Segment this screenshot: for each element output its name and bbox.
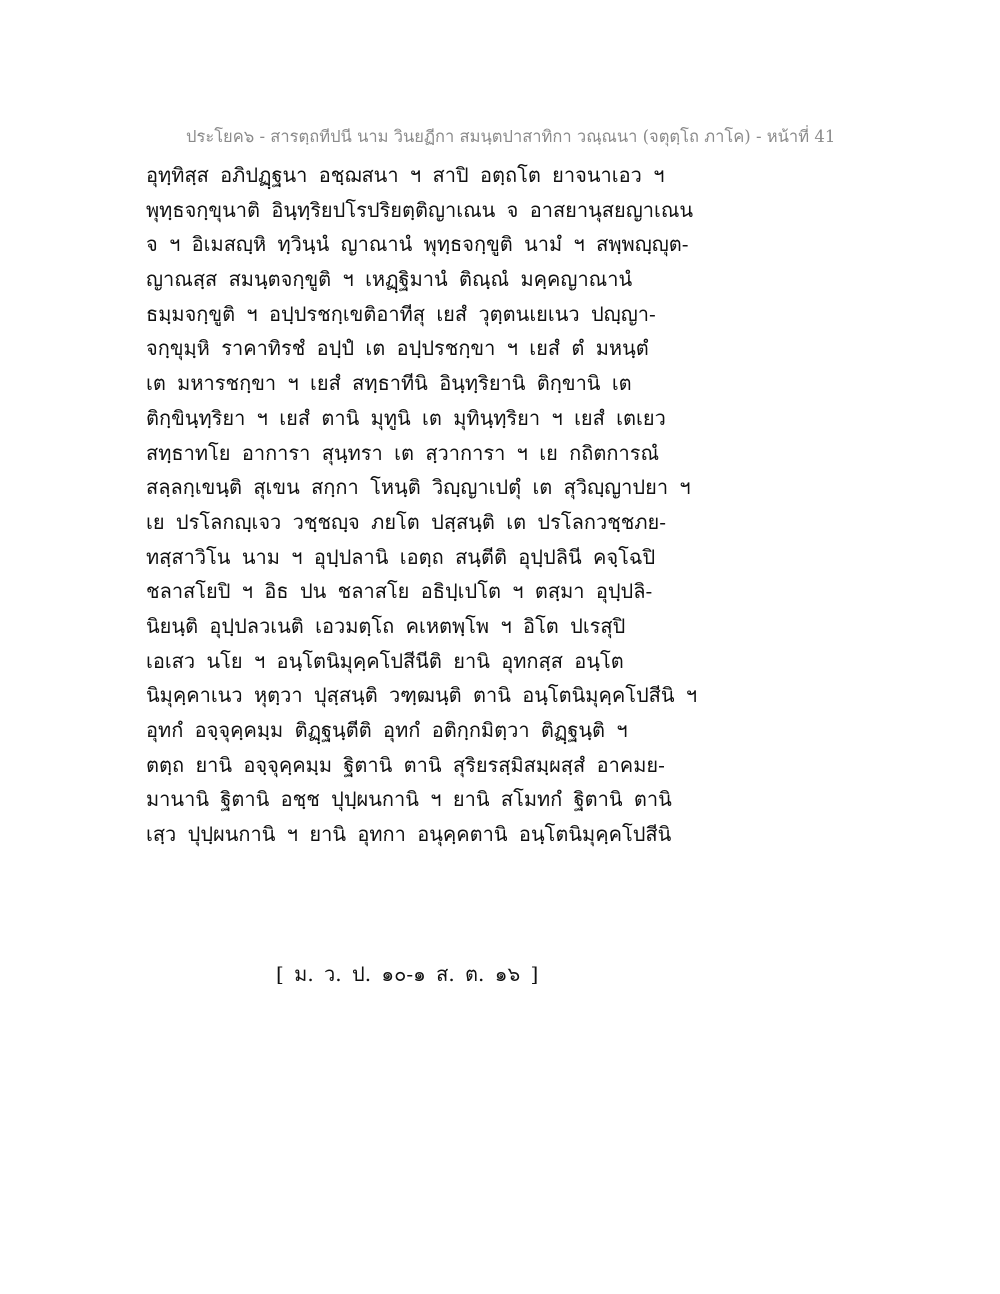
text-line: เอเสว นโย ฯ อนฺโตนิมุคฺคโปสีนีติ ยานิ อุทกสฺส อนฺโต bbox=[146, 648, 624, 673]
text-line: สลฺลกฺเขนฺติ สุเขน สกฺกา โหนฺติ วิญฺญาเปตุํ เต สุวิญฺญาปยา ฯ bbox=[146, 475, 691, 500]
text-line: นิมุคฺคาเนว หุตฺวา ปุสฺสนฺติ วฑฺฒนฺติ ตานิ อนฺโตนิมุคฺคโปสีนิ ฯ bbox=[146, 683, 698, 708]
text-line: จกฺขุมฺหิ ราคาทิรชํ อปฺปํ เต อปฺปรชกฺขา ฯ เยสํ ตํ มหนฺตํ bbox=[146, 336, 649, 361]
text-line: มานานิ ฐิตานิ อชฺช ปุปฺผนกานิ ฯ ยานิ สโมทกํ ฐิตานิ ตานิ bbox=[146, 787, 672, 812]
body-text bbox=[146, 158, 706, 852]
text-line: ตตฺถ ยานิ อจฺจุคฺคมฺม ฐิตานิ ตานิ สุริยรสฺมิสมฺผสฺสํ อาคมย- bbox=[146, 752, 665, 777]
text-line: ญาณสฺส สมนฺตจกฺขูติ ฯ เหฏฺฐิมานํ ติณฺณํ มคฺคญาณานํ bbox=[146, 267, 633, 292]
text-line: สทฺธาทโย อาการา สุนฺทรา เต สฺวาการา ฯ เย กถิตการณํ bbox=[146, 440, 659, 465]
page-header: ประโยค๖ - สารตฺถทีปนี นาม วินยฏีกา สมนฺตปาสาทิกา วณฺณนา (จตุตฺโถ ภาโค) - หน้าที่ 41 bbox=[186, 127, 836, 146]
source-reference: [ ม. ว. ป. ๑๐-๑ ส. ต. ๑๖ ] bbox=[276, 962, 539, 986]
text-line: ชลาสโยปิ ฯ อิธ ปน ชลาสโย อธิปฺเปโต ฯ ตสฺมา อุปฺปลิ- bbox=[146, 579, 653, 604]
text-line: ติกฺขินฺทฺริยา ฯ เยสํ ตานิ มุทูนิ เต มุทินฺทฺริยา ฯ เยสํ เตเยว bbox=[146, 405, 666, 430]
text-line: ทสฺสาวิโน นาม ฯ อุปฺปลานิ เอตฺถ สนฺตีติ อุปฺปลินี คจฺโฉปิ bbox=[146, 544, 656, 569]
text-line: เสฺว ปุปฺผนกานิ ฯ ยานิ อุทกา อนุคฺคตานิ อนฺโตนิมุคฺคโปสีนิ bbox=[146, 822, 672, 847]
text-line: อุทกํ อจฺจุคฺคมฺม ติฏฺฐนฺตีติ อุทกํ อติกฺกมิตฺวา ติฏฺฐนฺติ ฯ bbox=[146, 718, 628, 742]
text-line: พุทฺธจกฺขุนาติ อินฺทฺริยปโรปริยตฺติญาเณน จ อาสยานุสยญาเณน bbox=[146, 197, 694, 222]
text-line: จ ฯ อิเมสญฺหิ ทฺวินฺนํ ญาณานํ พุทฺธจกฺขูติ นามํ ฯ สพฺพญฺญุต- bbox=[146, 232, 689, 257]
text-line: เต มหารชกฺขา ฯ เยสํ สทฺธาทีนิ อินฺทฺริยานิ ติกฺขานิ เต bbox=[146, 371, 632, 396]
text-line: ธมฺมจกฺขูติ ฯ อปฺปรชกฺเขติอาทีสุ เยสํ วุตฺตนเยเนว ปญฺญา- bbox=[146, 301, 656, 326]
text-line: เย ปรโลกญฺเจว วชฺชญฺจ ภยโต ปสฺสนฺติ เต ปรโลกวชฺชภย- bbox=[146, 509, 667, 534]
text-line: อุทฺทิสฺส อภิปฏฺฐนา อชฺฌสนา ฯ สาปิ อตฺถโต ยาจนาเอว ฯ bbox=[146, 163, 665, 187]
text-line: นิยนฺติ อุปฺปลวเนติ เอวมตฺโถ คเหตพฺโพ ฯ อิโต ปเรสุปิ bbox=[146, 613, 626, 638]
